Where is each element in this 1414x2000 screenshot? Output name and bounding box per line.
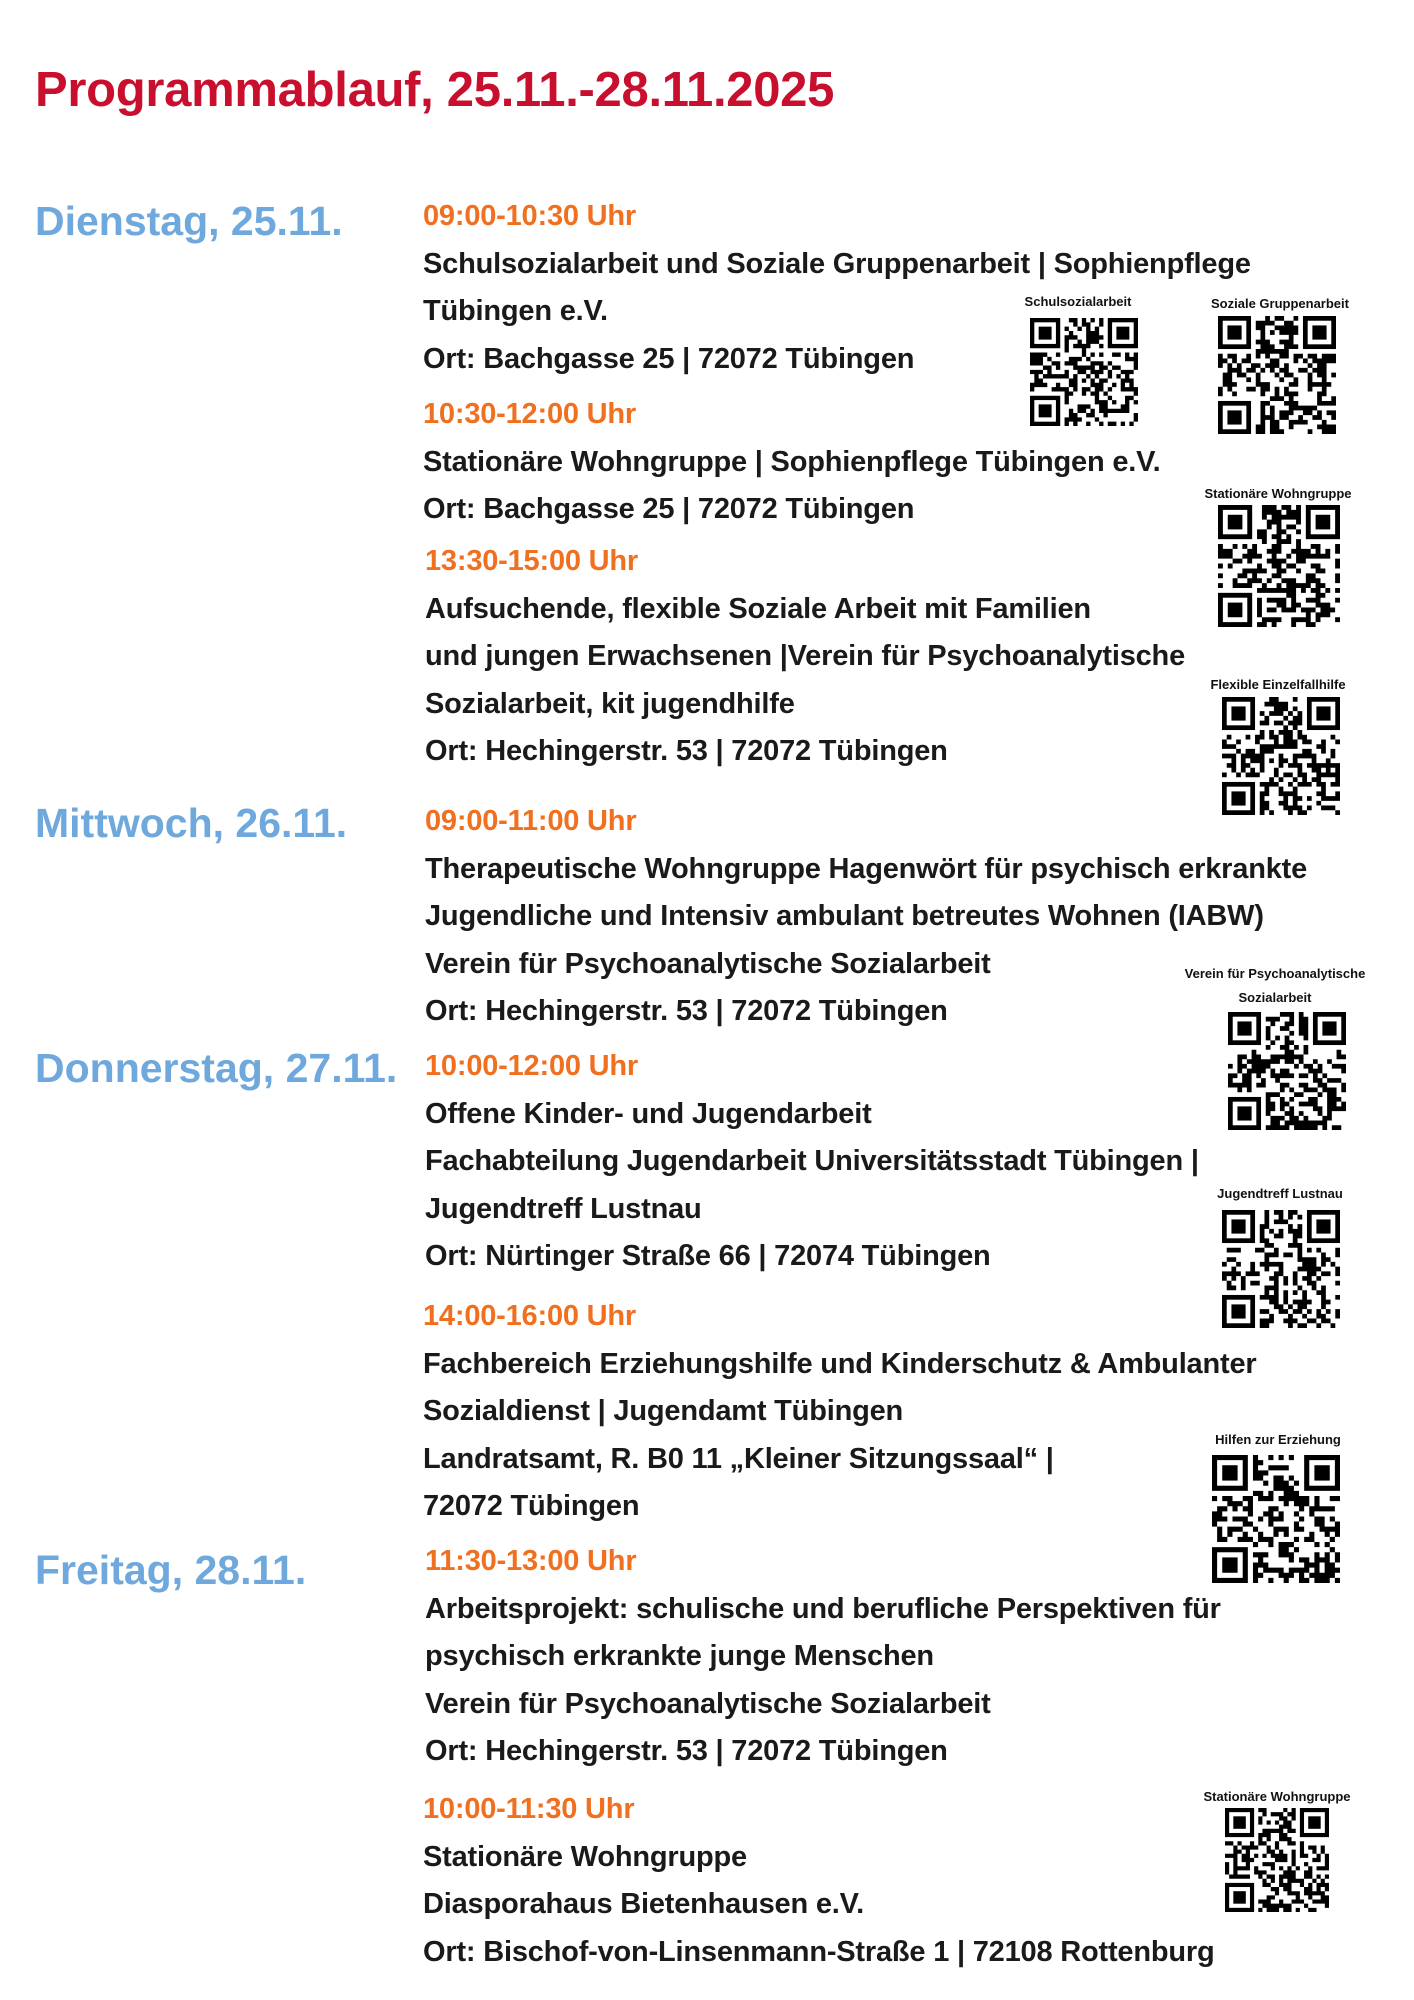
- page-title: Programmablauf, 25.11.-28.11.2025: [35, 63, 835, 117]
- event-description: Fachabteilung Jugendarbeit Universitätsstadt Tübingen |: [425, 1145, 1199, 1177]
- qr-code-label: Schulsozialarbeit: [1024, 294, 1132, 309]
- event-time: 14:00-16:00 Uhr: [423, 1300, 636, 1332]
- qr-code-label: Hilfen zur Erziehung: [1215, 1432, 1341, 1447]
- event-time: 13:30-15:00 Uhr: [425, 545, 638, 577]
- event-description: Verein für Psychoanalytische Sozialarbeit: [425, 947, 991, 980]
- event-description: Diasporahaus Bietenhausen e.V.: [423, 1888, 864, 1920]
- qr-code-icon[interactable]: [1228, 1012, 1346, 1130]
- event-description: Verein für Psychoanalytische Sozialarbeit: [425, 1687, 991, 1720]
- event-description: Sozialarbeit, kit jugendhilfe: [425, 687, 795, 720]
- event-location: Ort: Hechingerstr. 53 | 72072 Tübingen: [425, 1735, 948, 1767]
- day-heading: Mittwoch, 26.11.: [35, 800, 348, 846]
- qr-code-label: Stationäre Wohngruppe: [1204, 486, 1352, 501]
- event-time: 10:00-12:00 Uhr: [425, 1050, 638, 1082]
- qr-code-label: Jugendtreff Lustnau: [1217, 1186, 1343, 1201]
- qr-code-label: Verein für Psychoanalytische: [1184, 966, 1366, 981]
- event-description: Jugendtreff Lustnau: [425, 1192, 702, 1225]
- event-location: Ort: Bachgasse 25 | 72072 Tübingen: [423, 342, 915, 375]
- qr-code-icon[interactable]: [1030, 318, 1138, 426]
- event-location: Ort: Bischof-von-Linsenmann-Straße 1 | 72108 Rottenburg: [423, 1935, 1215, 1968]
- event-location: Ort: Nürtinger Straße 66 | 72074 Tübingen: [425, 1240, 991, 1272]
- qr-code-icon[interactable]: [1218, 505, 1340, 627]
- event-description: Stationäre Wohngruppe | Sophienpflege Tübingen e.V.: [423, 445, 1161, 478]
- event-location: Ort: Hechingerstr. 53 | 72072 Tübingen: [425, 735, 948, 767]
- qr-code-icon[interactable]: [1225, 1808, 1329, 1912]
- qr-code-label: Flexible Einzelfallhilfe: [1210, 677, 1346, 692]
- event-time: 09:00-10:30 Uhr: [423, 200, 636, 232]
- event-description: Sozialdienst | Jugendamt Tübingen: [423, 1395, 904, 1427]
- event-description: Tübingen e.V.: [423, 295, 608, 327]
- event-location: Ort: Hechingerstr. 53 | 72072 Tübingen: [425, 995, 948, 1027]
- event-description: 72072 Tübingen: [423, 1490, 640, 1522]
- event-description: Aufsuchende, flexible Soziale Arbeit mit Familien: [425, 592, 1091, 625]
- qr-code-label: Soziale Gruppenarbeit: [1211, 296, 1349, 311]
- event-location: Ort: Bachgasse 25 | 72072 Tübingen: [423, 493, 915, 525]
- event-time: 11:30-13:00 Uhr: [425, 1545, 637, 1577]
- qr-code-icon[interactable]: [1222, 1210, 1340, 1328]
- event-description: psychisch erkrankte junge Menschen: [425, 1640, 934, 1672]
- event-time: 10:00-11:30 Uhr: [423, 1793, 635, 1825]
- event-description: Offene Kinder- und Jugendarbeit: [425, 1097, 872, 1130]
- event-description: Schulsozialarbeit und Soziale Gruppenarbeit | Sophienpflege: [423, 247, 1251, 280]
- event-description: Stationäre Wohngruppe: [423, 1840, 747, 1873]
- event-description: Arbeitsprojekt: schulische und berufliche Perspektiven für: [425, 1592, 1221, 1625]
- event-description: Jugendliche und Intensiv ambulant betreutes Wohnen (IABW): [425, 900, 1264, 932]
- day-heading: Freitag, 28.11.: [35, 1547, 307, 1593]
- qr-code-label: Stationäre Wohngruppe: [1203, 1789, 1351, 1804]
- day-heading: Donnerstag, 27.11.: [35, 1045, 398, 1091]
- day-heading: Dienstag, 25.11.: [35, 198, 343, 244]
- event-time: 10:30-12:00 Uhr: [423, 398, 636, 430]
- event-description: Landratsamt, R. B0 11 „Kleiner Sitzungssaal“ |: [423, 1442, 1054, 1475]
- qr-code-icon[interactable]: [1212, 1455, 1340, 1583]
- qr-code-label: Sozialarbeit: [1238, 990, 1312, 1005]
- event-time: 09:00-11:00 Uhr: [425, 805, 637, 837]
- event-description: und jungen Erwachsenen |Verein für Psychoanalytische: [425, 640, 1185, 672]
- event-description: Therapeutische Wohngruppe Hagenwört für psychisch erkrankte: [425, 852, 1308, 885]
- qr-code-icon[interactable]: [1222, 697, 1340, 815]
- event-description: Fachbereich Erziehungshilfe und Kinderschutz & Ambulanter: [423, 1347, 1257, 1380]
- qr-code-icon[interactable]: [1218, 316, 1336, 434]
